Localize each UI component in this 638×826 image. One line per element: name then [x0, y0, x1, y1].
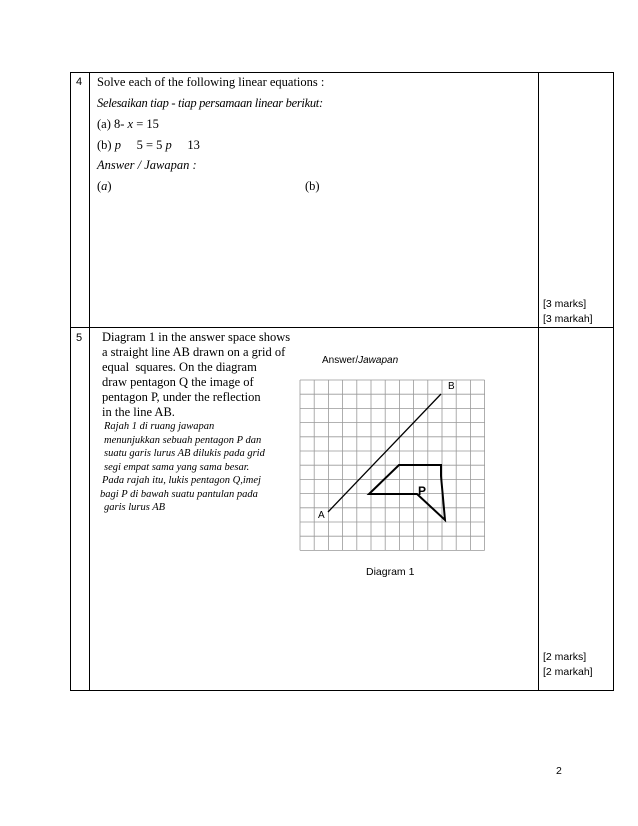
- text-line: equal squares. On the diagram: [102, 360, 257, 374]
- text-line: Diagram 1 in the answer space shows: [102, 330, 291, 344]
- question-4-text-ms: Selesaikan tiap - tiap persamaan linear berikut:: [97, 96, 323, 110]
- diagram-1-grid: [290, 375, 490, 560]
- marks-column-divider: [538, 72, 539, 691]
- grid-lines: [300, 380, 485, 550]
- pentagon-p-label: P: [418, 484, 427, 498]
- question-4-number: 4: [76, 76, 83, 88]
- question-4-answer-part-b: (b): [305, 179, 320, 193]
- question-5-text-ms: [100, 420, 265, 515]
- text-line: Rajah 1 di ruang jawapan: [104, 421, 215, 432]
- answer-label-en: Answer/: [322, 355, 359, 366]
- text-line: in the line AB.: [102, 405, 175, 419]
- point-a-label: A: [318, 510, 325, 521]
- table-left-border: [70, 72, 71, 691]
- question-4-text-en: Solve each of the following linear equations :: [97, 75, 325, 89]
- point-b-label: B: [448, 381, 455, 392]
- question-5-answer-label: [322, 355, 398, 366]
- table-top-border: [70, 72, 614, 73]
- question-4-marks-en: [3 marks]: [543, 298, 587, 310]
- diagram-1-caption: Diagram 1: [366, 566, 415, 578]
- question-4-answer-part-a: (a): [97, 179, 112, 193]
- text-line: bagi P di bawah suatu pantulan pada: [100, 488, 258, 500]
- number-column-divider: [89, 72, 90, 691]
- text-line: Pada rajah itu, lukis pentagon Q,imej: [102, 475, 261, 486]
- text-line: segi empat sama yang sama besar.: [104, 461, 250, 473]
- text-line: a straight line AB drawn on a grid of: [102, 345, 286, 359]
- text-line: garis lurus AB: [104, 502, 166, 513]
- text-line: menunjukkan sebuah pentagon P dan: [104, 434, 262, 446]
- table-right-border: [613, 72, 614, 691]
- answer-label-ms: Jawapan: [358, 355, 399, 366]
- table-bottom-border: [70, 690, 614, 691]
- question-5-marks-ms: [2 markah]: [543, 666, 593, 678]
- question-5-text-en: [102, 330, 290, 420]
- question-4-marks-ms: [3 markah]: [543, 313, 593, 325]
- text-line: pentagon P, under the reflection: [102, 390, 261, 404]
- question-4-part-a-equation: (a) 8- x = 15: [97, 117, 159, 131]
- question-5-number: 5: [76, 332, 83, 344]
- page-number: 2: [556, 765, 562, 777]
- question-4-part-b-equation: (b) p 5 = 5 p 13: [97, 138, 200, 152]
- question-4-answer-label: Answer / Jawapan :: [97, 158, 197, 172]
- row-divider: [70, 327, 614, 328]
- text-line: draw pentagon Q the image of: [102, 375, 254, 389]
- pentagon-p: [369, 465, 445, 520]
- question-5-marks-en: [2 marks]: [543, 651, 587, 663]
- text-line: suatu garis lurus AB dilukis pada grid: [104, 448, 265, 459]
